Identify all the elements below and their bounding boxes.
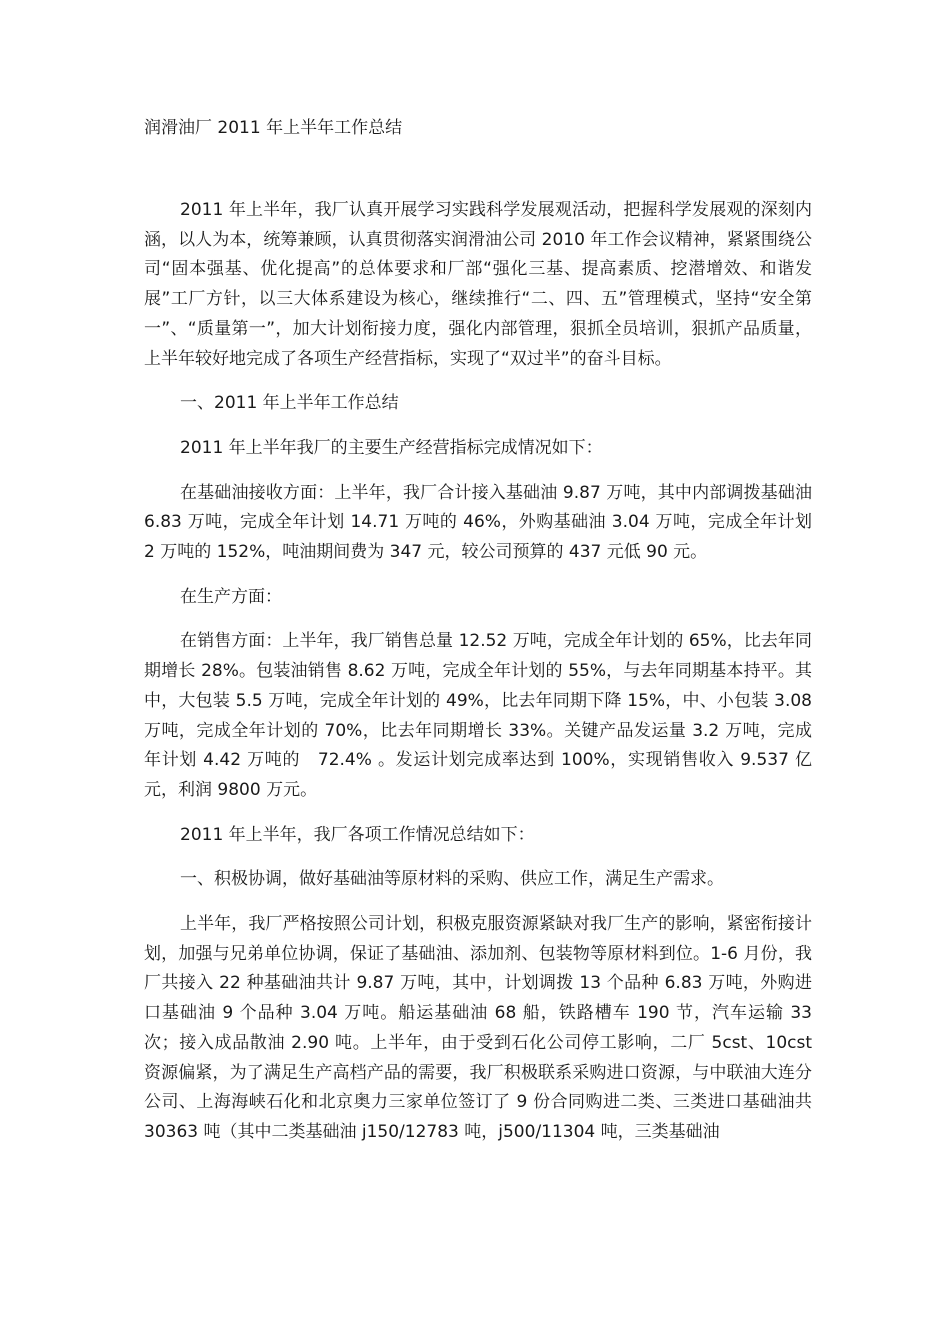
- paragraph-production: 在生产方面：: [180, 586, 282, 607]
- document-body: [144, 196, 812, 1163]
- paragraph-base-oil-receipt: 在基础油接收方面：上半年，我厂合计接入基础油 9.87 万吨，其中内部调拨基础油 6.83 万吨，完成全年计划 14.71 万吨的 46%，外购基础油 3.04 万吨，完成全年计划 2 万吨的 152%，吨油期间费为 347 元，较公司预算的 437 元低 90 元。: [144, 482, 812, 563]
- paragraph-sales: 在销售方面：上半年，我厂销售总量 12.52 万吨，完成全年计划的 65%，比去年同期增长 28%。包装油销售 8.62 万吨，完成全年计划的 55%，与去年同期基本持平。其中，大包装 5.5 万吨，完成全年计划的 49%，比去年同期下降 15%，中、小包装 3.08 万吨，完成全年计划的 70%，比去年同期增长 33%。关键产品发运量 3.2 万吨，完成年计划 4.42 万吨的 72.4% 。发运计划完成率达到 100%，实现销售收入 9.537 亿元，利润 9800 万元。: [144, 631, 812, 800]
- paragraph-work-summary-intro: 2011 年上半年，我厂各项工作情况总结如下：: [180, 824, 535, 845]
- paragraph-intro: 2011 年上半年，我厂认真开展学习实践科学发展观活动，把握科学发展观的深刻内涵，以人为本，统筹兼顾，认真贯彻落实润滑油公司 2010 年工作会议精神，紧紧围绕公司“固本强基、优化提高”的总体要求和厂部“强化三基、提高素质、挖潜增效、和谐发展”工厂方针，以三大体系建设为核心，继续推行“二、四、五”管理模式，坚持“安全第一”、“质量第一”，加大计划衔接力度，强化内部管理，狠抓全员培训，狠抓产品质量，上半年较好地完成了各项生产经营指标，实现了“双过半”的奋斗目标。: [144, 200, 812, 369]
- section-heading-summary: 一、2011 年上半年工作总结: [180, 393, 399, 414]
- document-title: 润滑油厂 2011 年上半年工作总结: [144, 118, 403, 138]
- section-heading-procurement: 一、积极协调，做好基础油等原材料的采购、供应工作，满足生产需求。: [180, 869, 724, 890]
- paragraph-indicators-intro: 2011 年上半年我厂的主要生产经营指标完成情况如下：: [180, 437, 603, 458]
- paragraph-procurement: 上半年，我厂严格按照公司计划，积极克服资源紧缺对我厂生产的影响，紧密衔接计划，加强与兄弟单位协调，保证了基础油、添加剂、包装物等原材料到位。1-6 月份，我厂共接入 22 种基础油共计 9.87 万吨，其中，计划调拨 13 个品种 6.83 万吨，外购进口基础油 9 个品种 3.04 万吨。船运基础油 68 船，铁路槽车 190 节，汽车运输 33 次；接入成品散油 2.90 吨。上半年，由于受到石化公司停工影响，二厂 5cst、10cst 资源偏紧，为了满足生产高档产品的需要，我厂积极联系采购进口资源，与中联油大连分公司、上海海峡石化和北京奥力三家单位签订了 9 份合同购进二类、三类进口基础油共 30363 吨（其中二类基础油 j150/12783 吨，j500/11304 吨，三类基础油: [144, 914, 812, 1142]
